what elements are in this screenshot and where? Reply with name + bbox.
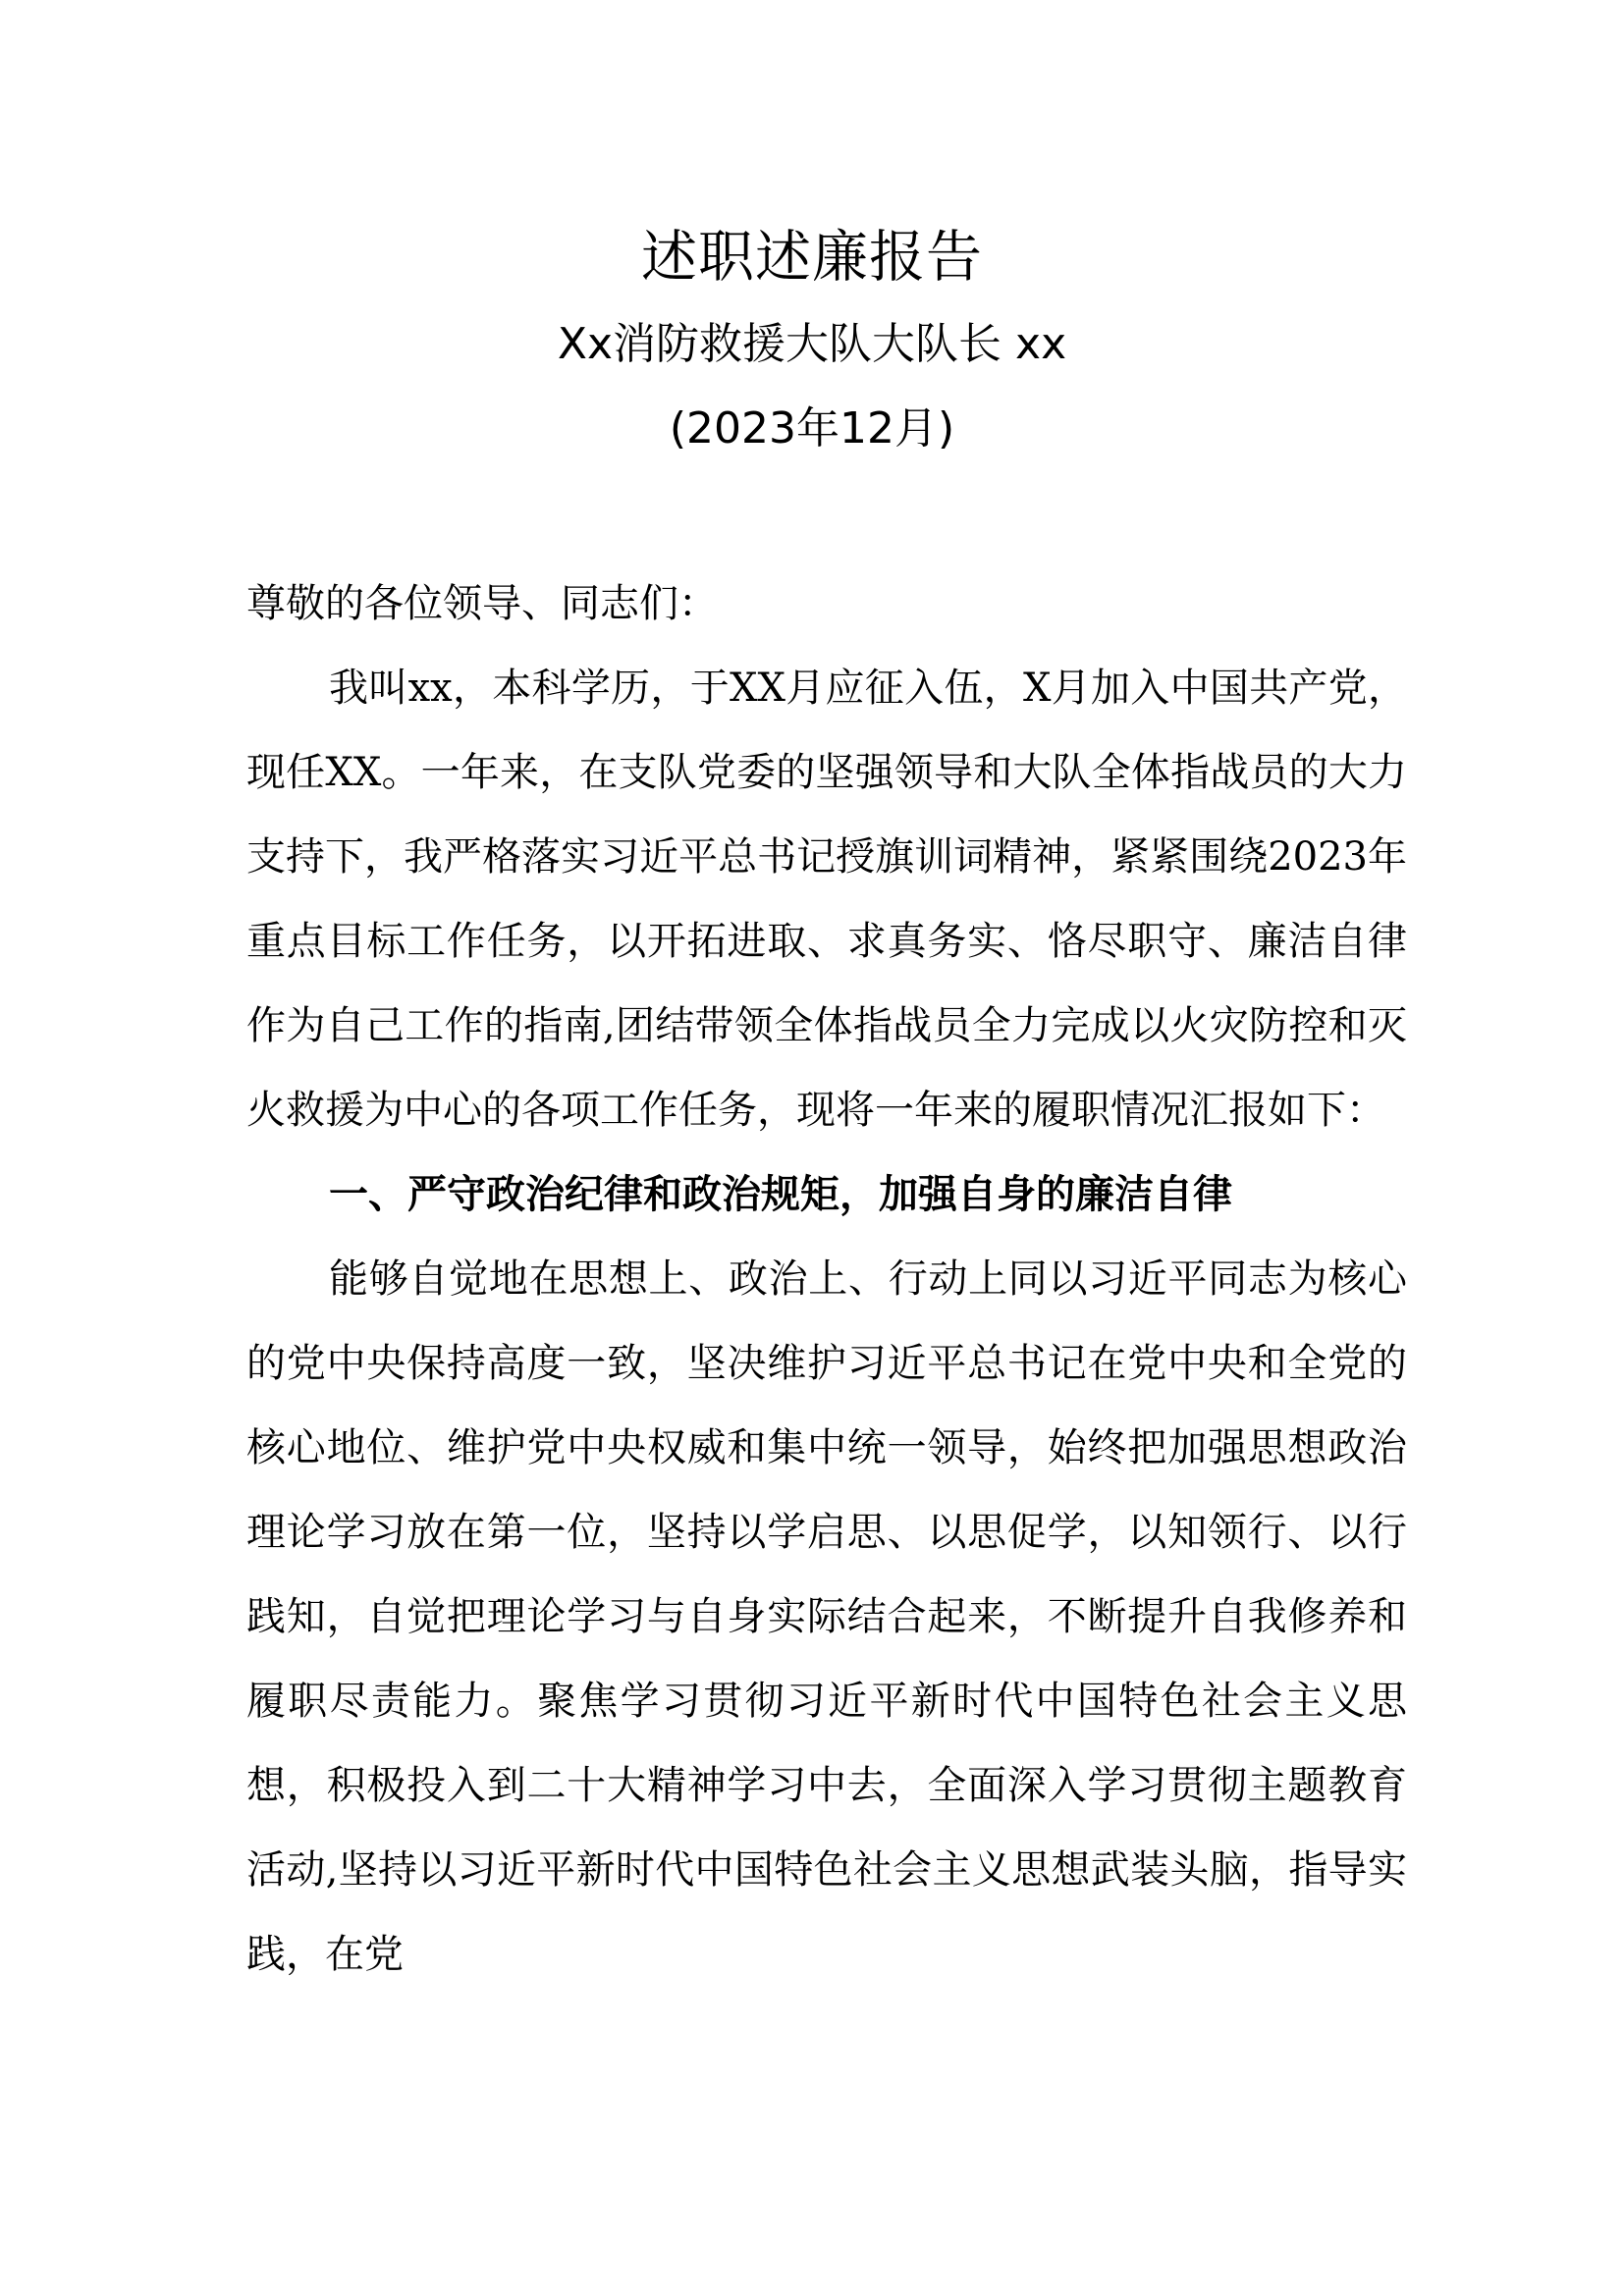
document-date: (2023年12月) bbox=[669, 403, 955, 454]
section-heading: 一、严守政治纪律和政治规矩，加强自身的廉洁自律 bbox=[329, 1172, 1232, 1217]
section-paragraph: 能够自觉地在思想上、政治上、行动上同以习近平同志为核心的党中央保持高度一致，坚决维护习近平总书记在党中央和全党的核心地位、维护党中央权威和集中统一领导，始终把加强思想政治理论学习放在第一位，坚持以学启思、以思促学，以知领行、以行践知，自觉把理论学习与自身实际结合起来，不断提升自我修养和履职尽责能力。聚焦学习贯彻习近平新时代中国特色社会主义思想，积极投入到二十大精神学习中去，全面深入学习贯彻主题教育活动,坚持以习近平新时代中国特色社会主义思想武装头脑，指导实践，在党 bbox=[246, 1256, 1407, 1977]
document-subtitle: Xx消防救援大队大队长 xx bbox=[557, 319, 1067, 369]
document-body bbox=[246, 561, 1407, 1997]
intro-paragraph: 我叫xx，本科学历，于XX月应征入伍，X月加入中国共产党，现任XX。一年来，在支队党委的坚强领导和大队全体指战员的大力支持下，我严格落实习近平总书记授旗训词精神，紧紧围绕2023年重点目标工作任务，以开拓进取、求真务实、恪尽职守、廉洁自律作为自己工作的指南,团结带领全体指战员全力完成以火灾防控和灭火救援为中心的各项工作任务，现将一年来的履职情况汇报如下： bbox=[246, 666, 1407, 1133]
document-title: 述职述廉报告 bbox=[641, 225, 983, 290]
salutation: 尊敬的各位领导、同志们： bbox=[246, 581, 718, 626]
